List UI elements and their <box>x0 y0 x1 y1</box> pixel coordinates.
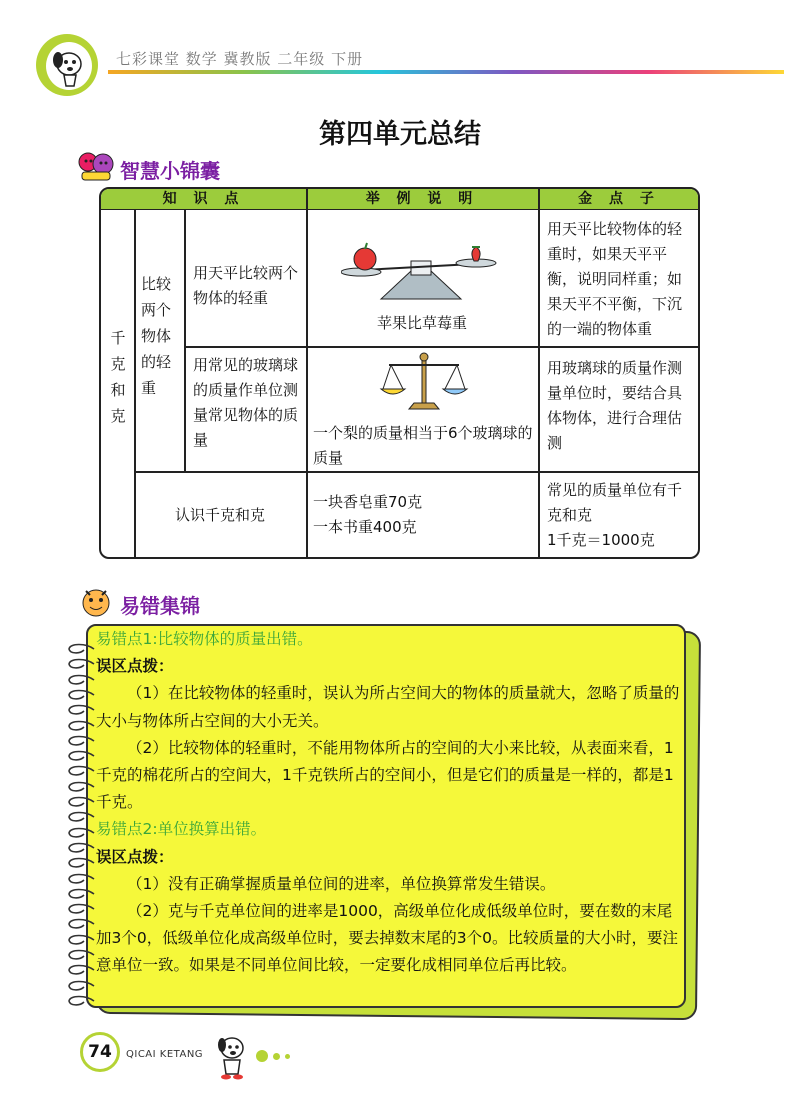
cartoon-ball-icon <box>76 583 116 619</box>
sub-topic-cell: 比较两个物体的轻重 <box>141 275 172 397</box>
spiral-coil <box>66 778 96 790</box>
spiral-coil <box>66 686 96 698</box>
row2-tip: 用玻璃球的质量作测量单位时，要结合具体物体，进行合理估测 <box>547 359 683 452</box>
footer-dot-3 <box>285 1054 290 1059</box>
spiral-coil <box>66 885 96 897</box>
spiral-coil <box>66 931 96 943</box>
mistake-1-point-a: （1）在比较物体的轻重时，误认为所占空间大的物体的质量就大，忽略了质量的大小与物体所占空间的大小无关。 <box>96 684 680 730</box>
kids-mascot-icon <box>76 148 116 182</box>
row1-example: 苹果比草莓重 <box>376 314 467 332</box>
spiral-coil <box>66 915 96 927</box>
page-title: 第四单元总结 <box>319 119 481 150</box>
mistake-1-label: 易错点1: <box>96 630 158 648</box>
row3-tip-2: 1千克＝1000克 <box>547 531 655 549</box>
topic-cell: 千克和克 <box>110 329 126 425</box>
mistake-1-title: 比较物体的质量出错。 <box>157 630 313 648</box>
mistake-1-point-b: （2）比较物体的轻重时，不能用物体所占的空间的大小来比较，从表面来看，1千克的棉花所占的空间大，1千克铁所占的空间小，但是它们的质量是一样的，都是1千克。 <box>96 738 674 812</box>
footer-dot-2 <box>273 1053 280 1060</box>
row3-example-1: 一块香皂重70克 <box>313 493 423 511</box>
mistake-2-point-b: （2）克与千克单位间的进率是1000，高级单位化成低级单位时，要在数的末尾加3个0，低级单位化成高级单位时，要去掉数末尾的3个0。比较质量的大小时，要注意单位一致。如果是不同单位间比较，一定要化成相同单位后再比较。 <box>96 902 678 975</box>
notebook-content <box>96 626 681 980</box>
row3-example-2: 一本书重400克 <box>313 518 417 536</box>
spiral-coil <box>66 839 96 851</box>
mascot-dog-icon <box>46 42 92 90</box>
table-header-row <box>101 189 698 210</box>
header-rule <box>108 70 784 74</box>
analysis-label-2: 误区点拨： <box>96 847 174 866</box>
header-tip: 金 点 子 <box>578 191 660 207</box>
row2-example: 一个梨的质量相当于6个玻璃球的质量 <box>313 424 533 467</box>
knowledge-table <box>99 187 700 559</box>
spiral-coil <box>66 900 96 912</box>
balance-scale-apple-strawberry-icon <box>341 241 501 303</box>
section-title-mistakes: 易错集锦 <box>120 594 200 618</box>
spiral-coil <box>66 732 96 744</box>
spiral-coil <box>66 762 96 774</box>
row3-point: 认识千克和克 <box>174 506 265 524</box>
section-title-tips: 智慧小锦囊 <box>120 159 220 183</box>
spiral-coil <box>66 717 96 729</box>
spiral-coil <box>66 701 96 713</box>
spiral-coil <box>66 870 96 882</box>
row2-point: 用常见的玻璃球的质量作单位测量常见物体的质量 <box>193 356 299 449</box>
mistake-2-title: 单位换算出错。 <box>157 820 267 839</box>
running-title: 七彩课堂 数学 冀教版 二年级 下册 <box>116 50 364 68</box>
header-example: 举 例 说 明 <box>365 191 479 207</box>
page-number: 74 <box>88 1042 112 1062</box>
analysis-label-1: 误区点拨： <box>96 657 174 676</box>
spiral-coil <box>66 977 96 989</box>
spiral-coil <box>66 946 96 958</box>
spiral-coil <box>66 824 96 836</box>
header-knowledge-point: 知 识 点 <box>162 191 245 207</box>
row3-tip-1: 常见的质量单位有千克和克 <box>547 481 683 524</box>
footer-brand: QICAI KETANG <box>126 1049 204 1060</box>
spiral-coil <box>66 961 96 973</box>
spiral-coil <box>66 671 96 683</box>
footer-mascot-dog-icon <box>212 1034 252 1080</box>
row1-point: 用天平比较两个物体的轻重 <box>193 264 299 307</box>
pan-balance-icon <box>379 351 469 415</box>
mistake-2-label: 易错点2: <box>96 820 158 839</box>
footer-dot-1 <box>256 1050 268 1062</box>
mistake-2-point-a: （1）没有正确掌握质量单位间的进率，单位换算常发生错误。 <box>127 874 556 893</box>
row1-tip: 用天平比较物体的轻重时，如果天平平衡，说明同样重；如果天平不平衡，下沉的一端的物体重 <box>547 220 683 338</box>
spiral-coil <box>66 747 96 759</box>
spiral-coil <box>66 640 96 652</box>
spiral-coil <box>66 655 96 667</box>
spiral-coil <box>66 793 96 805</box>
spiral-coil <box>66 808 96 820</box>
spiral-coil <box>66 854 96 866</box>
spiral-coil <box>66 992 96 1004</box>
